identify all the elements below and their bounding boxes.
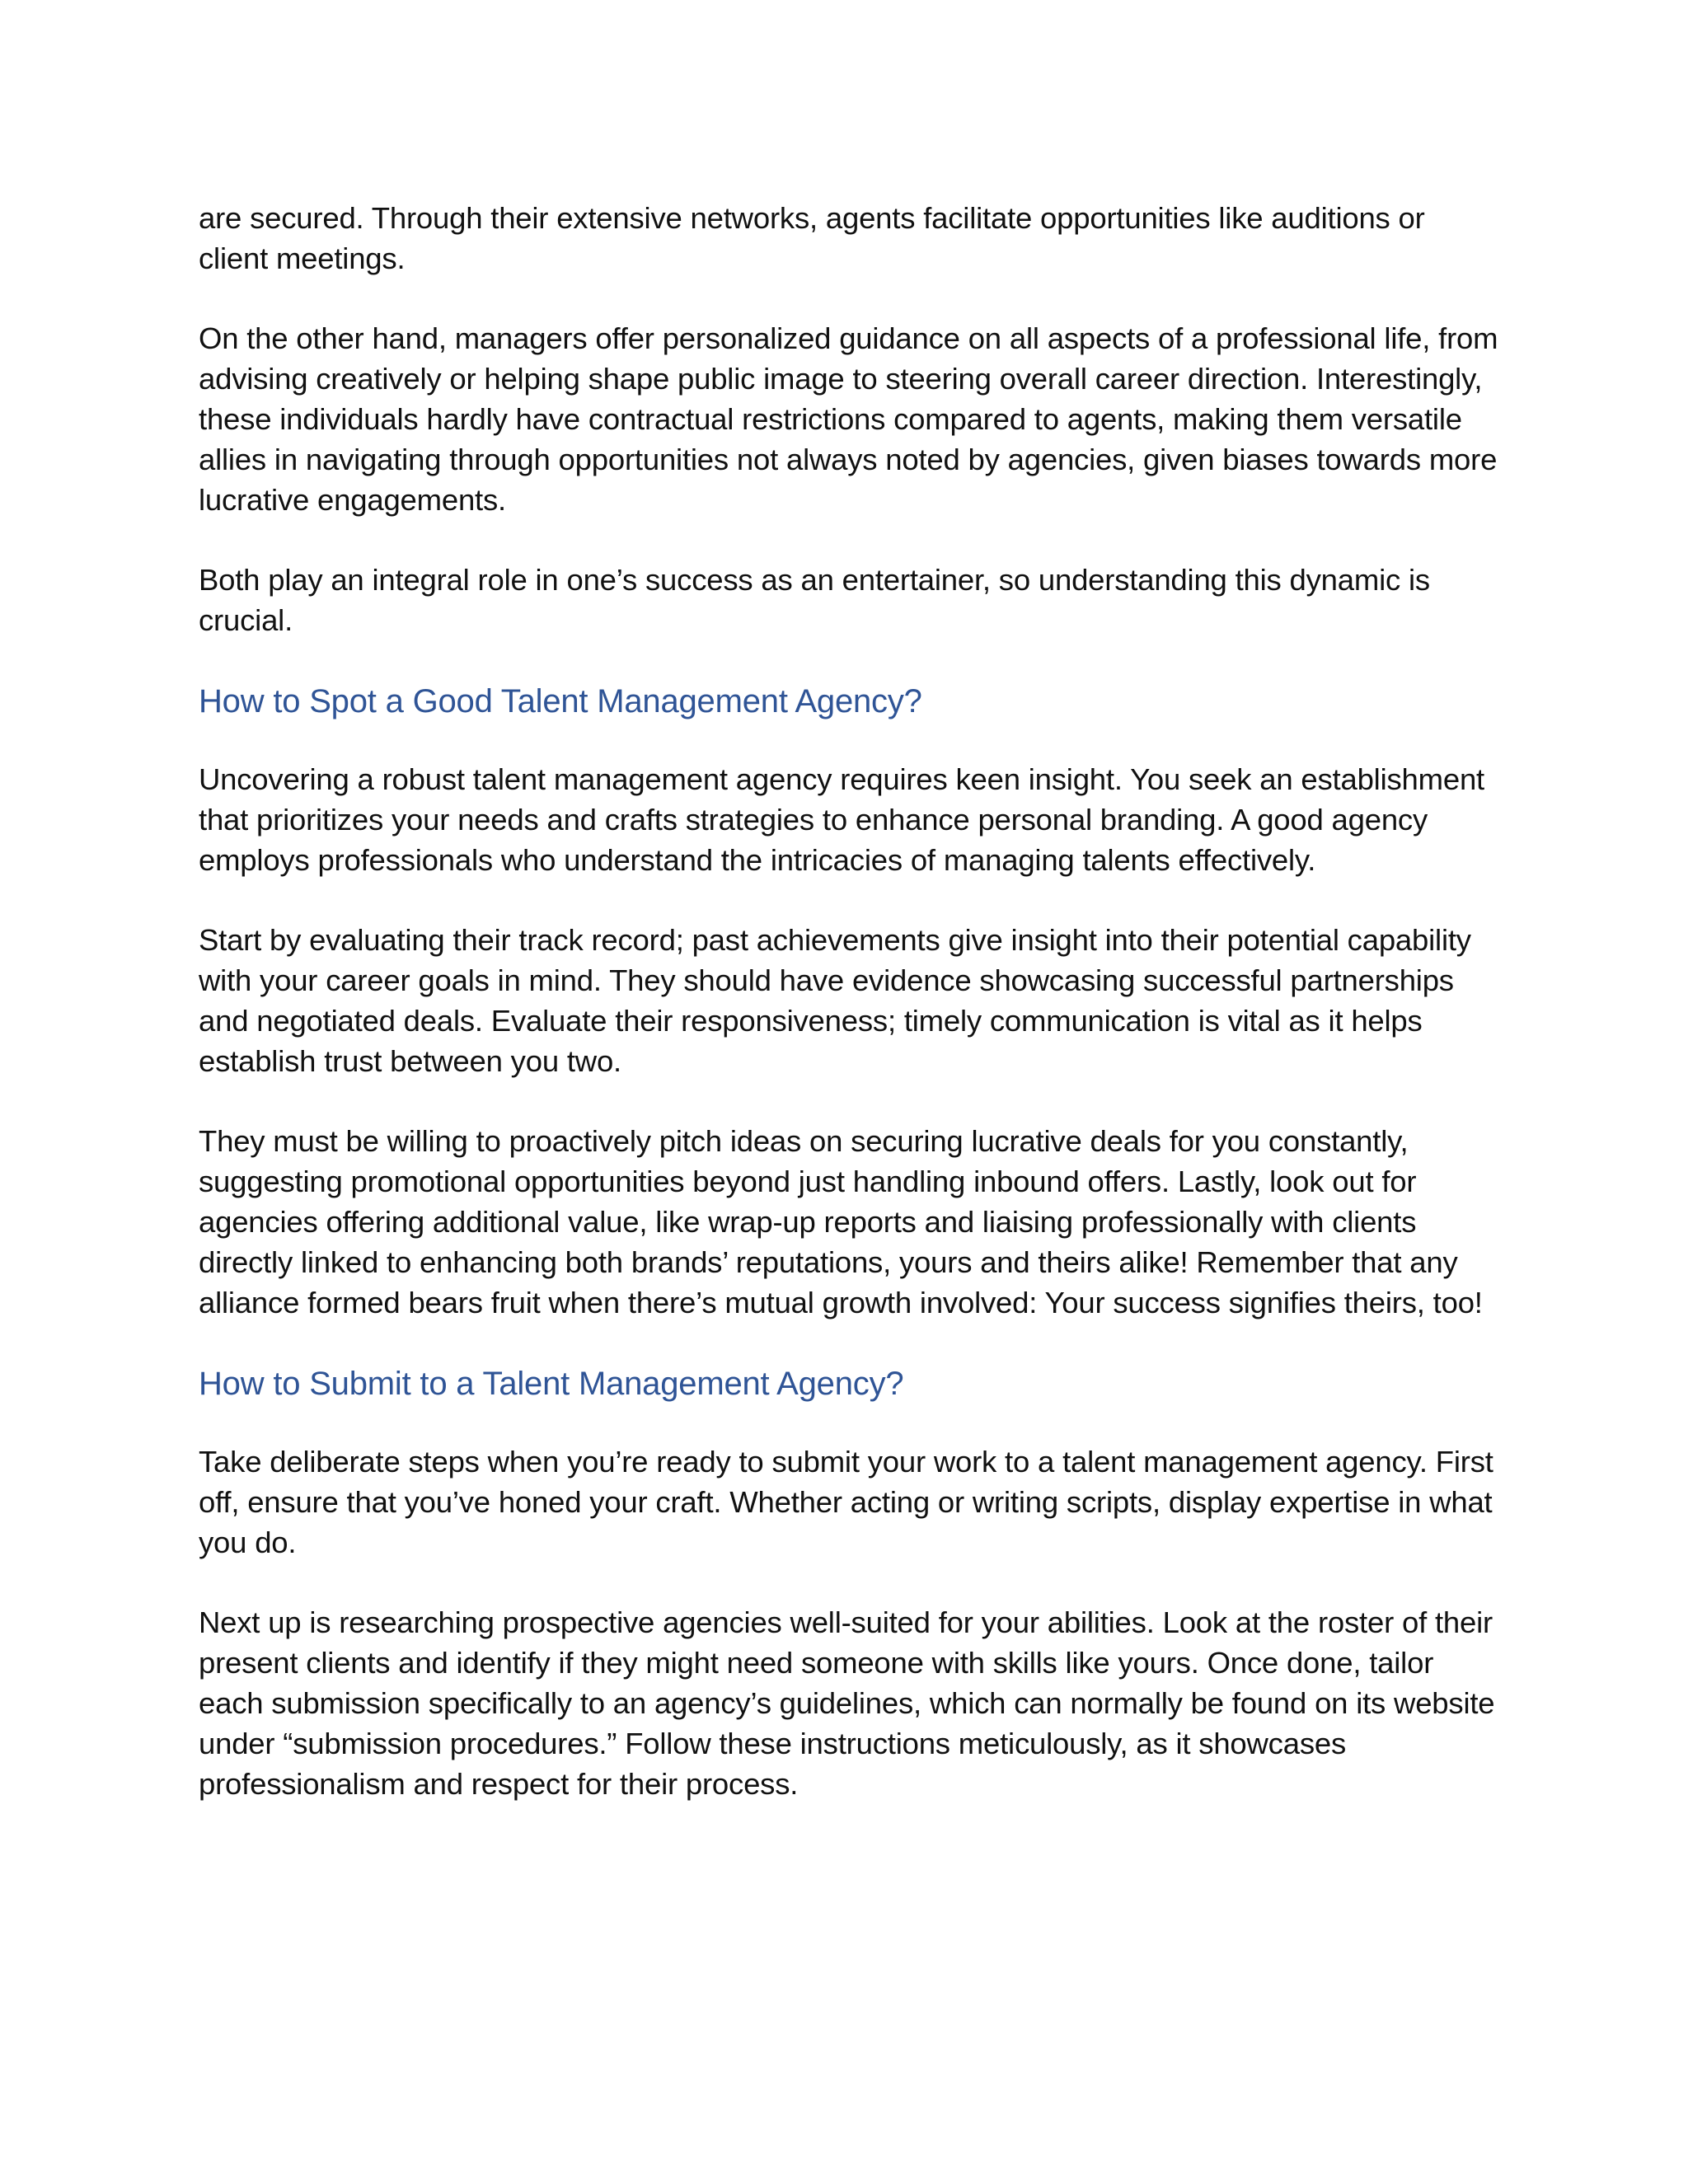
- heading-spot-good-agency: How to Spot a Good Talent Management Agency?: [199, 683, 922, 719]
- paragraph-pitch-ideas: They must be willing to proactively pitch ideas on securing lucrative deals for you constantly, suggesting promotional opportunities beyond just handling inbound offers. Lastly, look out for agencies offering additional value, like wrap-up reports and liaising professionally with clients directly linked to enhancing both brands’ reputations, yours and theirs alike! Remember that any alliance formed bears fruit when there’s mutual growth involved: Your success signifies theirs, too!: [199, 1124, 1483, 1319]
- document-body: [199, 198, 1501, 1804]
- heading-submit-to-agency: How to Submit to a Talent Management Agency?: [199, 1366, 904, 1402]
- paragraph-robust-agency: Uncovering a robust talent management agency requires keen insight. You seek an establishment that prioritizes your needs and crafts strategies to enhance personal branding. A good agency employs professionals who understand the intricacies of managing talents effectively.: [199, 762, 1484, 877]
- paragraph-agents-secured: are secured. Through their extensive networks, agents facilitate opportunities like auditions or client meetings.: [199, 201, 1425, 275]
- paragraph-deliberate-steps: Take deliberate steps when you’re ready to submit your work to a talent management agency. First off, ensure that you’ve honed your craft. Whether acting or writing scripts, display expertise in what you do.: [199, 1445, 1493, 1559]
- paragraph-research-agencies: Next up is researching prospective agencies well-suited for your abilities. Look at the roster of their present clients and identify if they might need someone with skills like yours. Once done, tailor each submission specifically to an agency’s guidelines, which can normally be found on its website under “submission procedures.” Follow these instructions meticulously, as it showcases professionalism and respect for their process.: [199, 1605, 1495, 1801]
- paragraph-integral-role: Both play an integral role in one’s success as an entertainer, so understanding this dynamic is crucial.: [199, 563, 1430, 637]
- paragraph-track-record: Start by evaluating their track record; past achievements give insight into their potential capability with your career goals in mind. They should have evidence showcasing successful partnerships and negotiated deals. Evaluate their responsiveness; timely communication is vital as it helps establish trust between you two.: [199, 923, 1471, 1078]
- paragraph-managers-guidance: On the other hand, managers offer personalized guidance on all aspects of a professional life, from advising creatively or helping shape public image to steering overall career direction. Interestingly, these individuals hardly have contractual restrictions compared to agents, making them versatile allies in navigating through opportunities not always noted by agencies, given biases towards more lucrative engagements.: [199, 321, 1498, 517]
